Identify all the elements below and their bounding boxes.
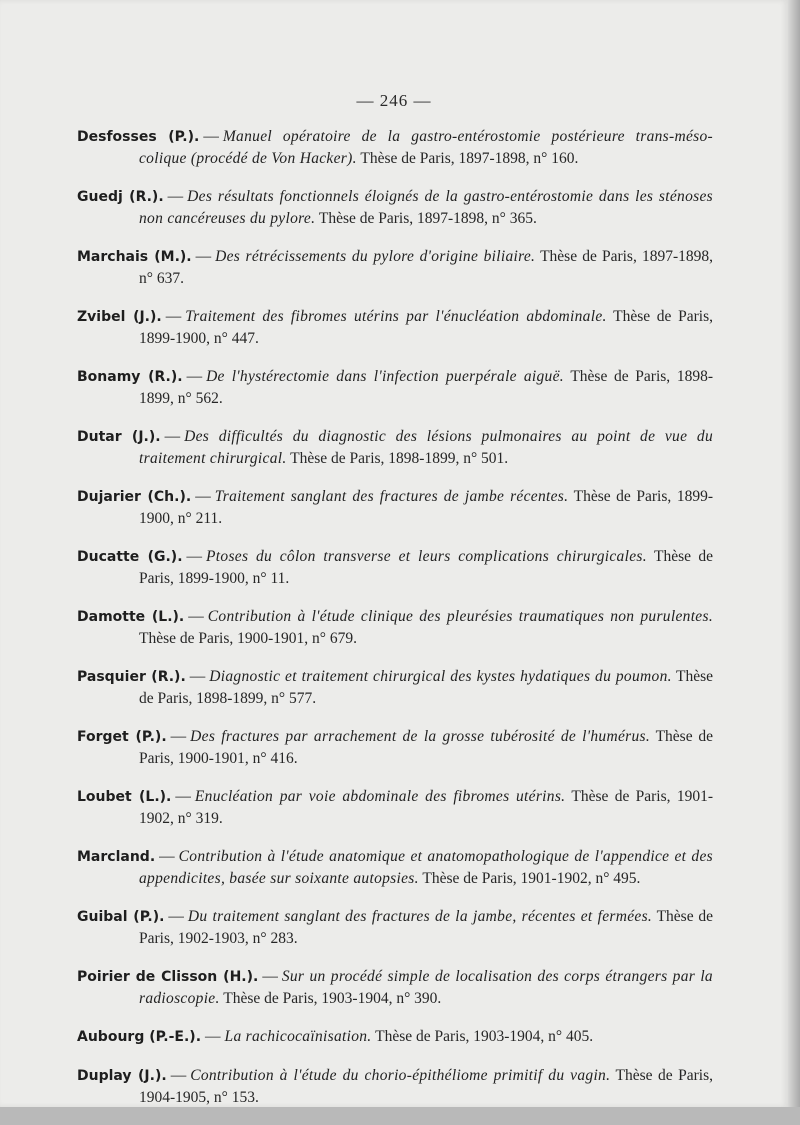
entry-title: Des difficultés du diagnostic des lésions pulmonaires au point de vue du traitement chirurgical. bbox=[139, 428, 713, 467]
entry-separator: — bbox=[170, 1067, 187, 1084]
entry-author: Desfosses (P.). bbox=[77, 129, 200, 145]
bibliography-entry bbox=[77, 186, 713, 229]
entry-reference: Thèse de Paris, 1900-1901, n° 679. bbox=[139, 630, 357, 647]
entry-author: Forget (P.). bbox=[77, 729, 167, 745]
entry-reference: Thèse de Paris, 1903-1904, n° 390. bbox=[223, 990, 442, 1007]
bibliography-entry bbox=[77, 906, 713, 949]
entry-title: Ptoses du côlon transverse et leurs complications chirurgicales. bbox=[206, 548, 647, 565]
entry-separator: — bbox=[195, 488, 211, 505]
entry-reference: Thèse de Paris, 1899-1900, n° 11. bbox=[139, 548, 713, 587]
entry-author: Duplay (J.). bbox=[77, 1068, 167, 1084]
entry-separator: — bbox=[167, 188, 184, 205]
bibliography-entry bbox=[77, 1026, 713, 1048]
entry-separator: — bbox=[186, 548, 203, 565]
entry-title: Sur un procédé simple de localisation des corps étrangers par la radioscopie. bbox=[139, 968, 713, 1007]
entry-title: Des rétrécissements du pylore d'origine biliaire. bbox=[215, 248, 536, 265]
entry-reference: Thèse de Paris, 1899-1900, n° 447. bbox=[139, 308, 713, 347]
entry-title: Traitement sanglant des fractures de jambe récentes. bbox=[214, 488, 569, 505]
entry-author: Poirier de Clisson (H.). bbox=[77, 969, 259, 985]
entry-author: Bonamy (R.). bbox=[77, 369, 183, 385]
entry-author: Damotte (L.). bbox=[77, 609, 185, 625]
entry-author: Guibal (P.). bbox=[77, 909, 165, 925]
entry-separator: — bbox=[186, 368, 203, 385]
entry-title: Du traitement sanglant des fractures de la jambe, récentes et fermées. bbox=[187, 908, 653, 925]
entry-separator: — bbox=[164, 428, 181, 445]
entry-reference: Thèse de Paris, 1904-1905, n° 153. bbox=[139, 1067, 713, 1106]
bibliography-entry bbox=[77, 666, 713, 709]
bibliography-entry bbox=[77, 726, 713, 769]
entry-separator: — bbox=[168, 908, 184, 925]
bibliography-entry bbox=[77, 246, 713, 289]
entry-reference: Thèse de Paris, 1898-1899, n° 562. bbox=[139, 368, 713, 407]
entry-author: Marcland. bbox=[77, 849, 156, 865]
bibliography-entry bbox=[77, 606, 713, 649]
entry-separator: — bbox=[195, 248, 212, 265]
entry-separator: — bbox=[188, 608, 204, 625]
entry-title: Des fractures par arrachement de la grosse tubérosité de l'humérus. bbox=[190, 728, 651, 745]
entry-separator: — bbox=[189, 668, 206, 685]
entry-separator: — bbox=[159, 848, 175, 865]
bibliography-entry bbox=[77, 546, 713, 589]
bibliography-entry bbox=[77, 786, 713, 829]
bibliography-entry bbox=[77, 306, 713, 349]
entry-title: Diagnostic et traitement chirurgical des kystes hydatiques du poumon. bbox=[209, 668, 672, 685]
entry-reference: Thèse de Paris, 1897-1898, n° 637. bbox=[139, 248, 713, 287]
entry-reference: Thèse de Paris, 1898-1899, n° 577. bbox=[139, 668, 713, 707]
bibliography-entry bbox=[77, 126, 713, 169]
bibliography-entry bbox=[77, 1065, 713, 1108]
bibliography-entry bbox=[77, 366, 713, 409]
entry-reference: Thèse de Paris, 1897-1898, n° 160. bbox=[360, 150, 579, 167]
entry-title: Des résultats fonctionnels éloignés de la gastro-entérostomie dans les sténoses non cancéreuses du pylore. bbox=[139, 188, 713, 227]
entry-title: Contribution à l'étude anatomique et anatomopathologique de l'appendice et des appendicites, basée sur soixante autopsies. bbox=[139, 848, 713, 887]
entry-reference: Thèse de Paris, 1897-1898, n° 365. bbox=[318, 210, 537, 227]
entry-author: Aubourg (P.-E.). bbox=[77, 1029, 202, 1045]
bibliography-list bbox=[77, 126, 713, 1125]
entry-reference: Thèse de Paris, 1899-1900, n° 211. bbox=[139, 488, 713, 527]
entry-title: Contribution à l'étude du chorio-épithéliome primitif du vagin. bbox=[190, 1067, 611, 1084]
entry-separator: — bbox=[165, 308, 182, 325]
entry-separator: — bbox=[262, 968, 278, 985]
entry-author: Zvibel (J.). bbox=[77, 309, 162, 325]
entry-author: Dutar (J.). bbox=[77, 429, 161, 445]
entry-author: Guedj (R.). bbox=[77, 189, 164, 205]
bibliography-entry bbox=[77, 846, 713, 889]
entry-title: Manuel opératoire de la gastro-entérostomie postérieure trans-méso-colique (procédé de Von Hacker). bbox=[139, 128, 713, 167]
entry-title: La rachicocaïnisation. bbox=[224, 1028, 372, 1045]
bibliography-entry bbox=[77, 486, 713, 529]
entry-title: De l'hystérectomie dans l'infection puerpérale aiguë. bbox=[206, 368, 564, 385]
entry-separator: — bbox=[203, 128, 219, 145]
entry-reference: Thèse de Paris, 1900-1901, n° 416. bbox=[139, 728, 713, 767]
entry-reference: Thèse de Paris, 1903-1904, n° 405. bbox=[375, 1028, 594, 1045]
entry-author: Ducatte (G.). bbox=[77, 549, 183, 565]
entry-title: Enucléation par voie abdominale des fibromes utérins. bbox=[194, 788, 566, 805]
entry-title: Contribution à l'étude clinique des pleurésies traumatiques non purulentes. bbox=[207, 608, 713, 625]
entry-author: Loubet (L.). bbox=[77, 789, 172, 805]
entry-reference: Thèse de Paris, 1898-1899, n° 501. bbox=[290, 450, 509, 467]
entry-title: Traitement des fibromes utérins par l'énucléation abdominale. bbox=[185, 308, 607, 325]
entry-reference: Thèse de Paris, 1901-1902, n° 495. bbox=[422, 870, 641, 887]
entry-separator: — bbox=[175, 788, 191, 805]
bibliography-entry bbox=[77, 966, 713, 1009]
bibliography-entry bbox=[77, 426, 713, 469]
entry-separator: — bbox=[205, 1028, 221, 1045]
entry-author: Marchais (M.). bbox=[77, 249, 192, 265]
page-number: — 246 — bbox=[356, 91, 432, 110]
entry-reference: Thèse de Paris, 1902-1903, n° 283. bbox=[139, 908, 713, 947]
page-edge-shadow bbox=[788, 0, 800, 1107]
entry-author: Dujarier (Ch.). bbox=[77, 489, 192, 505]
entry-reference: Thèse de Paris, 1901-1902, n° 319. bbox=[139, 788, 713, 827]
entry-author: Pasquier (R.). bbox=[77, 669, 186, 685]
entry-separator: — bbox=[170, 728, 187, 745]
